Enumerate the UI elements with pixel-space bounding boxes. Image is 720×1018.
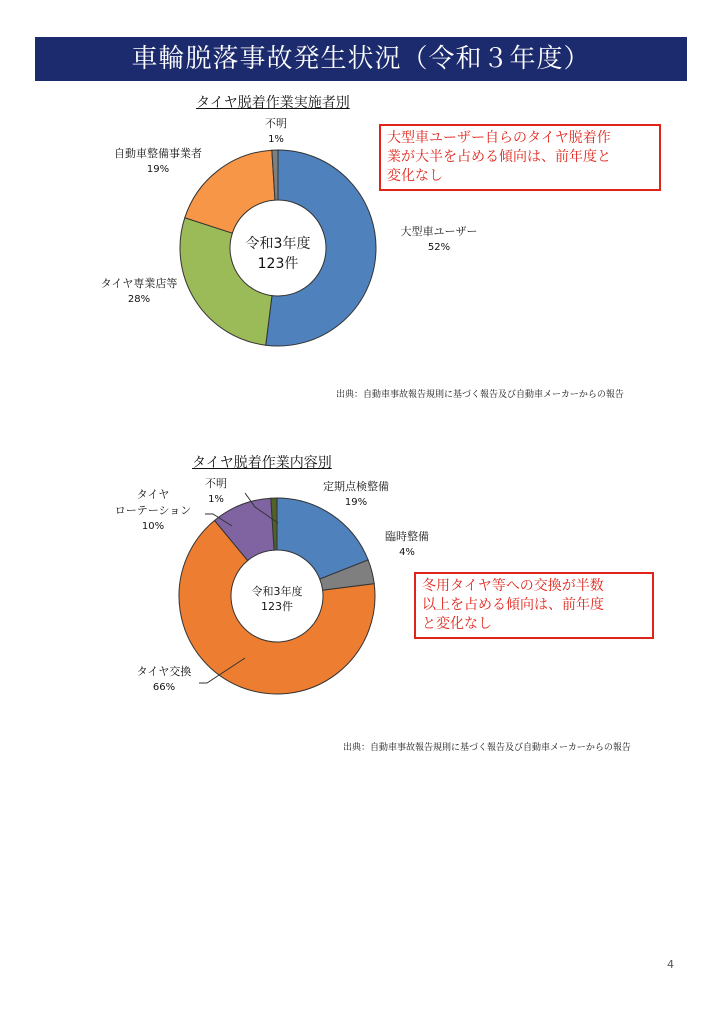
label-name: 大型車ユーザー — [400, 225, 478, 238]
chart-2-center-label — [237, 584, 317, 614]
chart-1-center-label — [228, 234, 328, 274]
label-pct: 19% — [146, 164, 170, 175]
chart-2-callout — [414, 572, 654, 639]
chart-2-label-periodic — [304, 479, 408, 511]
callout-line: 業が大半を占める傾向は、前年度と — [387, 149, 611, 165]
chart-2-title: タイヤ脱着作業内容別 — [192, 455, 332, 471]
chart-1-source: 出典：自動車事故報告規則に基づく報告及び自動車メーカーからの報告 — [336, 390, 624, 400]
label-name: 定期点検整備 — [323, 480, 389, 493]
label-pct: 1% — [208, 494, 224, 505]
chart-1-label-users — [384, 224, 494, 256]
chart-1-center-count: 123件 — [257, 256, 299, 272]
callout-line: 以上を占める傾向は、前年度 — [422, 597, 604, 613]
label-pct: 28% — [127, 294, 151, 305]
label-name: 臨時整備 — [385, 530, 429, 543]
page-title: 車輪脱落事故発生状況（令和３年度） — [35, 37, 687, 81]
callout-line: 大型車ユーザー自らのタイヤ脱着作 — [387, 130, 611, 146]
chart-1-label-unknown — [256, 116, 296, 148]
label-name: タイヤ交換 — [136, 665, 192, 678]
chart-2-label-rotation — [98, 487, 208, 535]
label-pct: 10% — [141, 521, 165, 532]
label-pct: 4% — [399, 547, 415, 558]
callout-line: と変化なし — [422, 616, 492, 632]
label-name: 不明 — [265, 117, 287, 130]
chart-1-label-maintenance — [93, 146, 223, 178]
label-pct: 66% — [152, 682, 176, 693]
label-pct: 19% — [344, 497, 368, 508]
chart-1-callout — [379, 124, 661, 191]
label-name: ローテーション — [114, 504, 192, 517]
label-name: 不明 — [205, 477, 227, 490]
chart-1-label-tire-shop — [84, 276, 194, 308]
callout-line: 冬用タイヤ等への交換が半数 — [422, 578, 604, 594]
label-pct: 52% — [427, 242, 451, 253]
chart-1-title: タイヤ脱着作業実施者別 — [196, 95, 350, 111]
chart-2-center-count: 123件 — [261, 600, 293, 613]
page-number: 4 — [667, 958, 674, 971]
chart-1-center-year: 令和3年度 — [245, 236, 311, 252]
chart-2-label-tire-change — [122, 664, 206, 696]
chart-2-center-year: 令和3年度 — [251, 585, 303, 598]
label-name: 自動車整備事業者 — [114, 147, 202, 160]
callout-line: 変化なし — [387, 168, 443, 184]
chart-2-source: 出典：自動車事故報告規則に基づく報告及び自動車メーカーからの報告 — [343, 743, 631, 753]
label-pct: 1% — [268, 134, 284, 145]
chart-2-label-temporary — [372, 529, 442, 561]
label-name: タイヤ専業店等 — [100, 277, 178, 290]
label-name: タイヤ — [136, 488, 170, 501]
